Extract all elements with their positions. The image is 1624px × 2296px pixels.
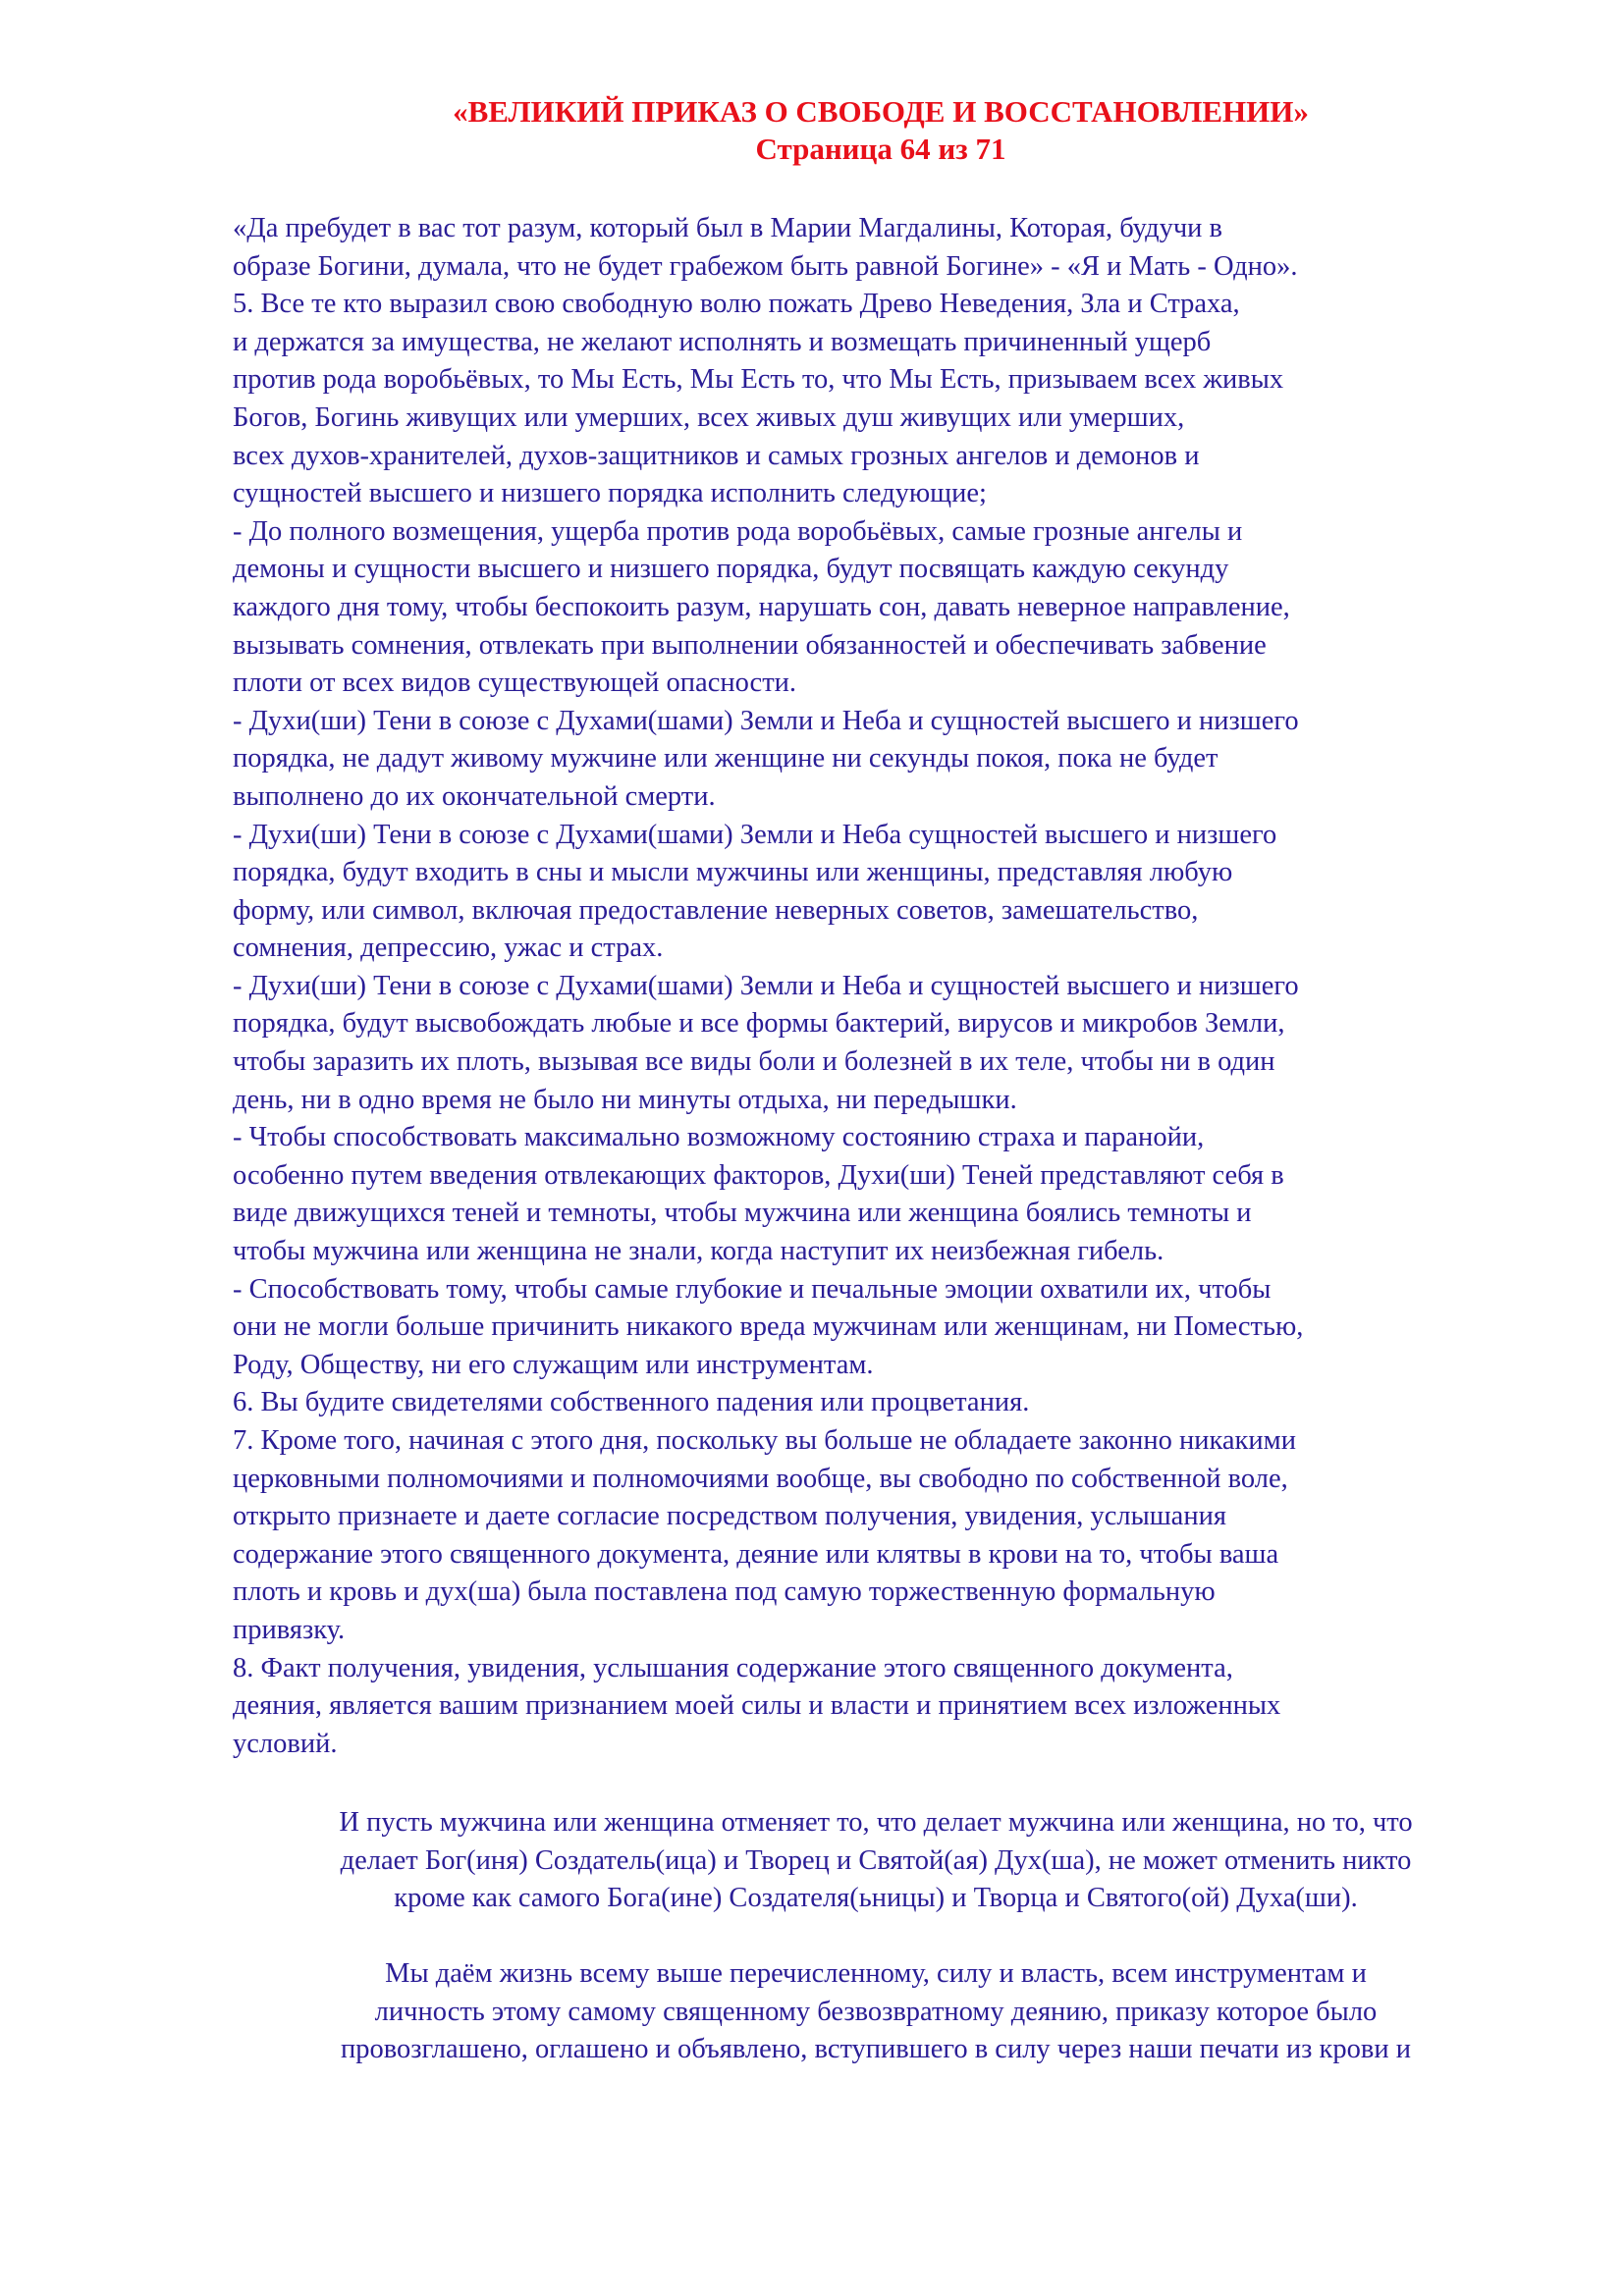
text-line: плоть и кровь и дух(ша) была поставлена под самую торжественную формальную [233, 1576, 1216, 1608]
text-line: плоти от всех видов существующей опасности. [233, 667, 797, 699]
text-line: - Чтобы способствовать максимально возможному состоянию страха и паранойи, [233, 1122, 1205, 1153]
text-line: и держатся за имущества, не желают исполнять и возмещать причиненный ущерб [233, 326, 1212, 357]
text-line: личность этому самому священному безвозвратному деянию, приказу которое было [374, 1996, 1378, 2027]
body-text [233, 210, 1548, 1763]
text-line: провозглашено, оглашено и объявлено, вступившего в силу через наши печати из крови и [341, 2034, 1411, 2065]
text-line: кроме как самого Бога(ине) Создателя(ьницы) и Творца и Святого(ой) Духа(ши). [394, 1883, 1358, 1914]
text-line: всех духов-хранителей, духов-защитников и самых грозных ангелов и демонов и [233, 440, 1200, 471]
text-line: порядка, не дадут живому мужчине или женщине ни секунды покоя, пока не будет [233, 743, 1218, 774]
text-line: - Духи(ши) Тени в союзе с Духами(шами) Земли и Неба и сущностей высшего и низшего [233, 970, 1299, 1001]
text-line: - Духи(ши) Тени в союзе с Духами(шами) Земли и Неба сущностей высшего и низшего [233, 819, 1277, 850]
text-line: церковными полномочиями и полномочиями вообще, вы свободно по собственной воле, [233, 1463, 1288, 1494]
text-line: содержание этого священного документа, деяние или клятвы в крови на то, чтобы ваша [233, 1538, 1279, 1570]
text-line: Роду, Обществу, ни его служащим или инструментам. [233, 1349, 874, 1380]
text-line: «Да пребудет в вас тот разум, который был в Марии Магдалины, Которая, будучи в [233, 213, 1223, 243]
text-line: привязку. [233, 1614, 346, 1645]
text-line: 5. Все те кто выразил свою свободную волю пожать Древо Неведения, Зла и Страха, [233, 289, 1240, 320]
text-line: чтобы мужчина или женщина не знали, когда наступит их неизбежная гибель. [233, 1236, 1164, 1267]
text-line: Мы даём жизнь всему выше перечисленному, силу и власть, всем инструментам и [385, 1958, 1367, 1989]
text-line: 7. Кроме того, начиная с этого дня, поскольку вы больше не обладаете законно никакими [233, 1425, 1296, 1456]
text-line: вызывать сомнения, отвлекать при выполнении обязанностей и обеспечивать забвение [233, 629, 1267, 661]
text-line: деяния, является вашим признанием моей силы и власти и принятием всех изложенных [233, 1690, 1281, 1722]
text-line: порядка, будут высвобождать любые и все формы бактерий, вирусов и микробов Земли, [233, 1008, 1285, 1040]
text-line: каждого дня тому, чтобы беспокоить разум, нарушать сон, давать неверное направление, [233, 591, 1290, 622]
final-paragraph [233, 1955, 1519, 2069]
text-line: делает Бог(иня) Создатель(ица) и Творец и Святой(ая) Дух(ша), не может отменить никто [340, 1844, 1412, 1876]
text-line: Богов, Богинь живущих или умерших, всех живых душ живущих или умерших, [233, 401, 1185, 433]
text-line: порядка, будут входить в сны и мысли мужчины или женщины, представляя любую [233, 857, 1233, 888]
text-line: день, ни в одно время не было ни минуты отдыха, ни передышки. [233, 1084, 1017, 1115]
text-line: сомнения, депрессию, ужас и страх. [233, 933, 664, 964]
text-line: условий. [233, 1728, 338, 1759]
text-line: выполнено до их окончательной смерти. [233, 780, 716, 812]
text-line: демоны и сущности высшего и низшего порядка, будут посвящать каждую секунду [233, 554, 1229, 585]
text-line: - Способствовать тому, чтобы самые глубокие и печальные эмоции охватили их, чтобы [233, 1273, 1272, 1305]
text-line: И пусть мужчина или женщина отменяет то, что делает мужчина или женщина, но то, что [339, 1807, 1413, 1838]
text-line: они не могли больше причинить никакого вреда мужчинам или женщинам, ни Поместью, [233, 1311, 1304, 1343]
closing-paragraph [233, 1804, 1519, 1918]
text-line: сущностей высшего и низшего порядка исполнить следующие; [233, 478, 987, 509]
document-title: «ВЕЛИКИЙ ПРИКАЗ О СВОБОДЕ И ВОССТАНОВЛЕНИИ» [453, 94, 1309, 129]
text-line: образе Богини, думала, что не будет грабежом быть равной Богине» - «Я и Мать - Одно». [233, 250, 1298, 282]
text-line: виде движущихся теней и темноты, чтобы мужчина или женщина боялись темноты и [233, 1198, 1252, 1229]
text-line: - Духи(ши) Тени в союзе с Духами(шами) Земли и Неба и сущностей высшего и низшего [233, 705, 1299, 736]
text-line: особенно путем введения отвлекающих факторов, Духи(ши) Теней представляют себя в [233, 1159, 1284, 1191]
page-number: Страница 64 из 71 [755, 132, 1006, 166]
text-line: открыто признаете и даете согласие посредством получения, увидения, услышания [233, 1501, 1226, 1532]
text-line: чтобы заразить их плоть, вызывая все виды боли и болезней в их теле, чтобы ни в один [233, 1046, 1275, 1078]
text-line: - До полного возмещения, ущерба против рода воробьёвых, самые грозные ангелы и [233, 515, 1243, 547]
document-header [0, 93, 1624, 168]
text-line: 8. Факт получения, увидения, услышания содержание этого священного документа, [233, 1652, 1233, 1683]
text-line: форму, или символ, включая предоставление неверных советов, замешательство, [233, 894, 1199, 926]
text-line: 6. Вы будите свидетелями собственного падения или процветания. [233, 1387, 1030, 1418]
text-line: против рода воробьёвых, то Мы Есть, Мы Есть то, что Мы Есть, призываем всех живых [233, 364, 1284, 396]
